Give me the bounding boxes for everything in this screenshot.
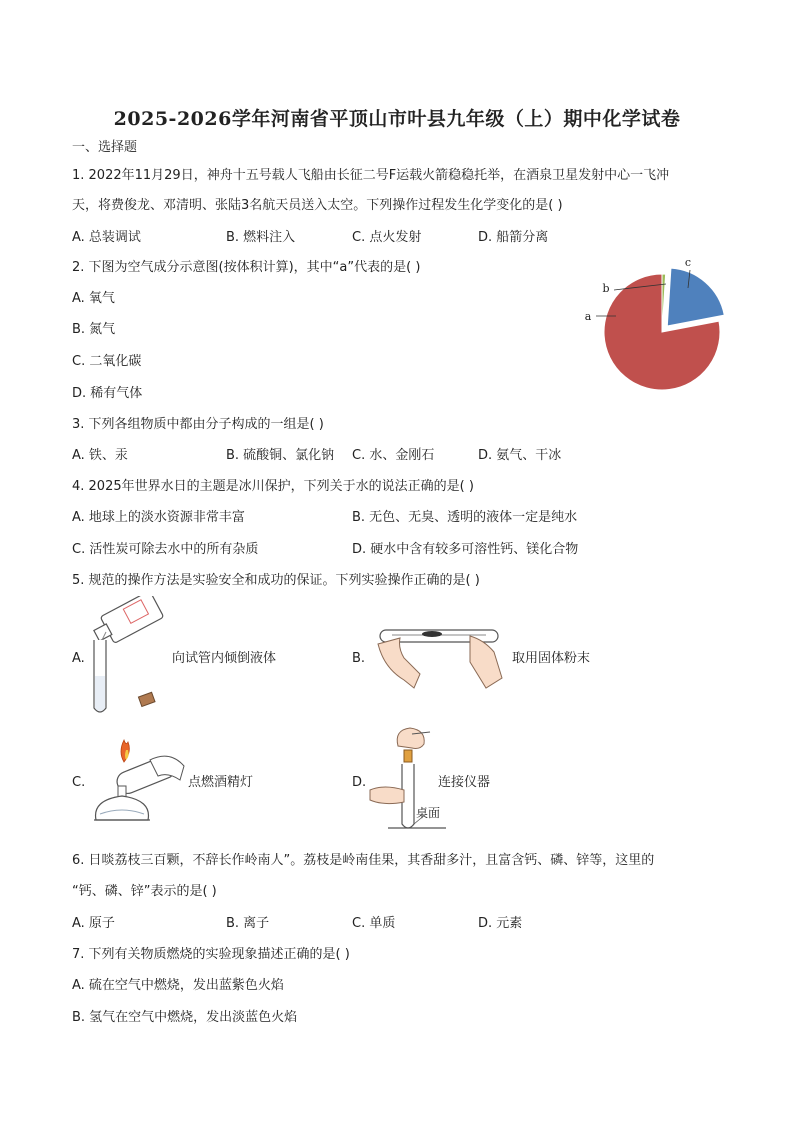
q1-option-d: D. 船箭分离 — [478, 230, 549, 245]
q7-stem: 7. 下列有关物质燃烧的实验现象描述正确的是( ) — [72, 947, 350, 962]
q3-option-c: C. 水、金刚石 — [352, 448, 435, 463]
q4-stem: 4. 2025年世界水日的主题是冰川保护，下列关于水的说法正确的是( ) — [72, 479, 474, 494]
q5-option-d-letter: D. — [352, 775, 367, 790]
q2-option-d: D. 稀有气体 — [72, 386, 143, 401]
q4-option-c: C. 活性炭可除去水中的所有杂质 — [72, 542, 259, 557]
q5-option-b-caption: 取用固体粉末 — [512, 651, 591, 666]
air-composition-pie-chart — [580, 252, 730, 402]
q5-option-c-letter: C. — [72, 775, 86, 790]
q5-option-c-caption: 点燃酒精灯 — [188, 775, 254, 790]
q4-option-a: A. 地球上的淡水资源非常丰富 — [72, 510, 245, 525]
q6-stem-line1: 6. 日啖荔枝三百颗，不辞长作岭南人”。荔枝是岭南佳果，其香甜多汁，且富含钙、磷、锌等，这里的 — [72, 853, 655, 868]
q5-option-d-caption: 连接仪器 — [438, 775, 491, 790]
desk-label: 桌面 — [416, 806, 441, 820]
pie-slice-b — [662, 274, 666, 332]
pie-label-a: a — [584, 310, 592, 323]
q3-option-d: D. 氨气、干冰 — [478, 448, 562, 463]
q3-stem: 3. 下列各组物质中都由分子构成的一组是( ) — [72, 417, 324, 432]
q4-option-d: D. 硬水中含有较多可溶性钙、镁化合物 — [352, 542, 579, 557]
q6-stem-line2: “钙、磷、锌”表示的是( ) — [72, 884, 217, 899]
q1-stem-line2: 天，将费俊龙、邓清明、张陆3名航天员送入太空。下列操作过程发生化学变化的是( ) — [72, 198, 563, 213]
q1-option-b: B. 燃料注入 — [226, 230, 296, 245]
q1-option-c: C. 点火发射 — [352, 230, 422, 245]
section-heading: 一、选择题 — [72, 140, 138, 155]
q2-stem: 2. 下图为空气成分示意图(按体积计算)，其中“a”代表的是( ) — [72, 260, 421, 275]
q2-option-c: C. 二氧化碳 — [72, 354, 142, 369]
q5-option-a-caption: 向试管内倾倒液体 — [172, 651, 277, 666]
q3-option-a: A. 铁、汞 — [72, 448, 128, 463]
q6-option-b: B. 离子 — [226, 916, 270, 931]
q7-option-b: B. 氢气在空气中燃烧，发出淡蓝色火焰 — [72, 1010, 298, 1025]
pie-label-b: b — [602, 282, 610, 295]
q6-option-c: C. 单质 — [352, 916, 396, 931]
q1-option-a: A. 总装调试 — [72, 230, 141, 245]
alcohol-lamp-illustration — [84, 730, 190, 834]
q5-option-a-letter: A. — [72, 651, 85, 666]
q2-option-b: B. 氮气 — [72, 322, 116, 337]
pour-liquid-illustration — [84, 596, 174, 718]
q7-option-a: A. 硫在空气中燃烧，发出蓝紫色火焰 — [72, 978, 284, 993]
solid-powder-illustration — [374, 618, 504, 694]
q5-stem: 5. 规范的操作方法是实验安全和成功的保证。下列实验操作正确的是( ) — [72, 573, 480, 588]
pie-slice-c — [667, 268, 724, 326]
q1-stem-line1: 1. 2022年11月29日，神舟十五号载人飞船由长征二号F运载火箭稳稳托举，在酒泉卫星发射中心一飞冲 — [72, 168, 670, 183]
q5-option-b-letter: B. — [352, 651, 366, 666]
q3-option-b: B. 硫酸铜、氯化钠 — [226, 448, 335, 463]
q6-option-a: A. 原子 — [72, 916, 115, 931]
q2-option-a: A. 氧气 — [72, 291, 115, 306]
q6-option-d: D. 元素 — [478, 916, 523, 931]
q4-option-b: B. 无色、无臭、透明的液体一定是纯水 — [352, 510, 578, 525]
page-title: 2025-2026学年河南省平顶山市叶县九年级（上）期中化学试卷 — [113, 108, 681, 130]
pie-label-c: c — [684, 256, 692, 269]
